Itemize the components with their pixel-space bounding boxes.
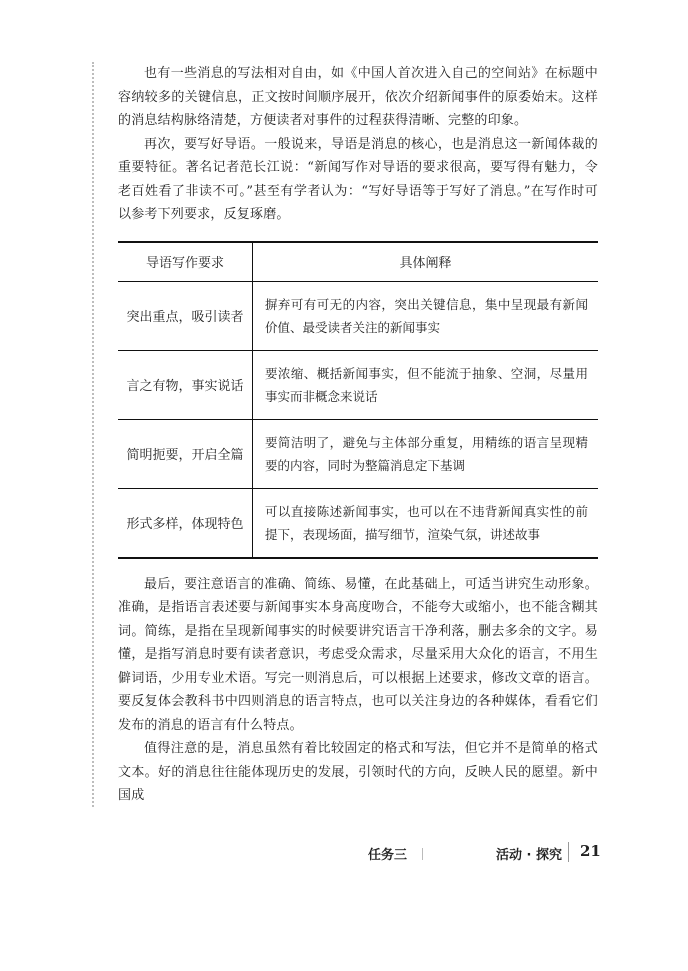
paragraph: 最后，要注意语言的准确、简练、易懂，在此基础上，可适当讲究生动形象。准确，是指语言表述要与新闻事实本身高度吻合，不能夸大或缩小，也不能含糊其词。简练，是指在呈现新闻事实的时候要讲究语言干净利落，删去多余的文字。易懂，是指写消息时要有读者意识，考虑受众需求，尽量采用大众化的语言，不用生僻词语，少用专业术语。写完一则消息后，可以根据上述要求，修改文章的语言。要反复体会教科书中四则消息的语言特点，也可以关注身边的各种媒体，看看它们发布的消息的语言有什么特点。 [118, 576, 598, 733]
margin-dotted-line [92, 62, 94, 807]
footer-divider [422, 848, 423, 860]
requirement-cell: 突出重点，吸引读者 [118, 281, 253, 350]
requirement-cell: 简明扼要，开启全篇 [118, 419, 253, 488]
paragraph: 也有一些消息的写法相对自由，如《中国人首次进入自己的空间站》在标题中容纳较多的关键信息，正文按时间顺序展开，依次介绍新闻事件的原委始末。这样的消息结构脉络清楚，方便读者对事件的过程获得清晰、完整的印象。 [118, 66, 598, 128]
paragraph: 值得注意的是，消息虽然有着比较固定的格式和写法，但它并不是简单的格式文本。好的消息往往能体现历史的发展，引领时代的方向，反映人民的愿望。新中国成 [118, 741, 598, 803]
explanation-cell: 摒弃可有可无的内容，突出关键信息，集中呈现最有新闻价值、最受读者关注的新闻事实 [253, 281, 599, 350]
page-content [118, 62, 598, 808]
footer-divider [568, 842, 569, 862]
explanation-cell: 要浓缩、概括新闻事实，但不能流于抽象、空洞，尽量用事实而非概念来说话 [253, 350, 599, 419]
table-row [118, 281, 598, 350]
table-row [118, 350, 598, 419]
table-row [118, 419, 598, 488]
paragraph: 再次，要写好导语。一般说来，导语是消息的核心，也是消息这一新闻体裁的重要特征。著名记者范长江说：“新闻写作对导语的要求很高，要写得有魅力，令老百姓看了非读不可。”甚至有学者认为：“写好导语等于写好了消息。”在写作时可以参考下列要求，反复琢磨。 [118, 136, 598, 222]
explanation-cell: 要简洁明了，避免与主体部分重复，用精练的语言呈现精要的内容，同时为整篇消息定下基调 [253, 419, 599, 488]
table-header-row [118, 242, 598, 282]
page-footer [0, 842, 688, 866]
footer-activity-label: 活动 · 探究 [496, 848, 562, 863]
column-header-explanation: 具体阐释 [253, 242, 599, 282]
explanation-cell: 可以直接陈述新闻事实，也可以在不违背新闻真实性的前提下，表现场面，描写细节，渲染气氛，讲述故事 [253, 488, 599, 558]
footer-task-label: 任务三 [368, 848, 408, 863]
lead-requirements-table [118, 241, 598, 559]
page-number: 21 [580, 842, 601, 860]
column-header-requirement: 导语写作要求 [118, 242, 253, 282]
requirement-cell: 形式多样，体现特色 [118, 488, 253, 558]
table-row [118, 488, 598, 558]
requirement-cell: 言之有物，事实说话 [118, 350, 253, 419]
